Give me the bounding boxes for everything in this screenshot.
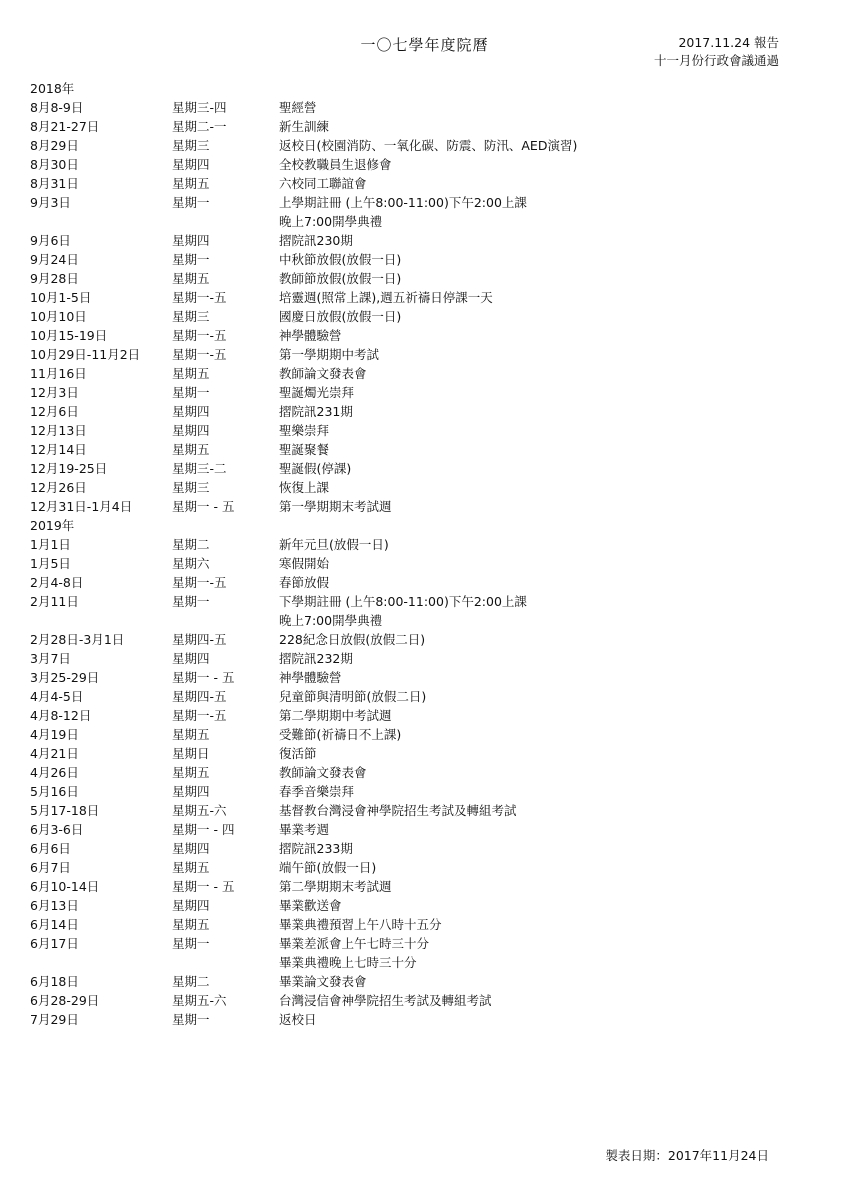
calendar-row <box>30 592 820 611</box>
event-cell: 國慶日放假(放假一日) <box>279 309 402 324</box>
date-cell: 4月21日 <box>30 746 79 761</box>
weekday-cell: 星期一-五 <box>172 290 227 305</box>
date-cell: 2月28日-3月1日 <box>30 632 125 647</box>
event-cell: 新年元旦(放假一日) <box>279 537 389 552</box>
event-cell: 端午節(放假一日) <box>279 860 377 875</box>
calendar-row <box>30 364 820 383</box>
date-cell: 1月5日 <box>30 556 71 571</box>
event-cell: 教師論文發表會 <box>279 765 367 780</box>
event-cell: 摺院訊230期 <box>279 233 353 248</box>
event-cell: 春節放假 <box>279 575 330 590</box>
weekday-cell: 星期一 - 五 <box>172 879 235 894</box>
date-cell: 7月29日 <box>30 1012 79 1027</box>
date-cell: 10月15-19日 <box>30 328 108 343</box>
date-cell: 9月6日 <box>30 233 71 248</box>
date-cell: 4月8-12日 <box>30 708 92 723</box>
date-cell: 6月28-29日 <box>30 993 100 1008</box>
event-cell: 畢業考週 <box>279 822 330 837</box>
event-cell: 返校日 <box>279 1012 317 1027</box>
calendar-row <box>30 554 820 573</box>
event-cell: 上學期註冊 (上午8:00-11:00)下午2:00上課 <box>279 195 527 210</box>
date-cell: 9月24日 <box>30 252 79 267</box>
weekday-cell: 星期一 <box>172 252 210 267</box>
calendar-row <box>30 649 820 668</box>
weekday-cell: 星期二 <box>172 974 210 989</box>
date-cell: 10月29日-11月2日 <box>30 347 141 362</box>
date-cell: 6月10-14日 <box>30 879 100 894</box>
date-cell: 6月14日 <box>30 917 79 932</box>
date-cell: 6月17日 <box>30 936 79 951</box>
made-date: 製表日期：2017年11月24日 <box>605 1148 769 1163</box>
date-cell: 8月21-27日 <box>30 119 100 134</box>
calendar-row <box>30 212 820 231</box>
weekday-cell: 星期六 <box>172 556 210 571</box>
date-cell: 12月26日 <box>30 480 87 495</box>
weekday-cell: 星期四 <box>172 157 210 172</box>
weekday-cell: 星期三 <box>172 480 210 495</box>
weekday-cell: 星期五 <box>172 442 210 457</box>
calendar-row <box>30 972 820 991</box>
weekday-cell: 星期四 <box>172 784 210 799</box>
event-cell: 聖誕聚餐 <box>279 442 330 457</box>
calendar-row <box>30 459 820 478</box>
weekday-cell: 星期五 <box>172 727 210 742</box>
calendar-row <box>30 801 820 820</box>
calendar-row <box>30 744 820 763</box>
weekday-cell: 星期五 <box>172 366 210 381</box>
date-cell: 12月3日 <box>30 385 79 400</box>
calendar-row <box>30 687 820 706</box>
weekday-cell: 星期五-六 <box>172 803 227 818</box>
year-label: 2018年 <box>30 81 75 96</box>
event-cell: 聖經營 <box>279 100 317 115</box>
weekday-cell: 星期五 <box>172 765 210 780</box>
date-cell: 12月6日 <box>30 404 79 419</box>
calendar-row <box>30 478 820 497</box>
calendar-row <box>30 573 820 592</box>
weekday-cell: 星期一-五 <box>172 575 227 590</box>
date-cell: 8月31日 <box>30 176 79 191</box>
event-cell: 晚上7:00開學典禮 <box>279 613 383 628</box>
date-cell: 6月7日 <box>30 860 71 875</box>
date-cell: 9月28日 <box>30 271 79 286</box>
calendar-row <box>30 383 820 402</box>
calendar-row <box>30 117 820 136</box>
event-cell: 基督教台灣浸會神學院招生考試及轉組考試 <box>279 803 517 818</box>
weekday-cell: 星期一 - 四 <box>172 822 235 837</box>
weekday-cell: 星期一 <box>172 1012 210 1027</box>
event-cell: 培靈週(照常上課),週五祈禱日停課一天 <box>279 290 493 305</box>
date-cell: 9月3日 <box>30 195 71 210</box>
date-cell: 6月6日 <box>30 841 71 856</box>
event-cell: 228紀念日放假(放假二日) <box>279 632 426 647</box>
date-cell: 12月13日 <box>30 423 87 438</box>
calendar-row <box>30 421 820 440</box>
calendar-row <box>30 307 820 326</box>
calendar-row <box>30 725 820 744</box>
weekday-cell: 星期一 <box>172 936 210 951</box>
event-cell: 春季音樂崇拜 <box>279 784 355 799</box>
event-cell: 教師論文發表會 <box>279 366 367 381</box>
date-cell: 2月4-8日 <box>30 575 84 590</box>
weekday-cell: 星期四 <box>172 423 210 438</box>
weekday-cell: 星期三-二 <box>172 461 227 476</box>
event-cell: 畢業論文發表會 <box>279 974 367 989</box>
weekday-cell: 星期一 <box>172 195 210 210</box>
weekday-cell: 星期五 <box>172 917 210 932</box>
calendar-row <box>30 763 820 782</box>
event-cell: 返校日(校園消防、一氧化碳、防震、防汛、AED演習) <box>279 138 578 153</box>
calendar-row <box>30 896 820 915</box>
date-cell: 2月11日 <box>30 594 79 609</box>
year-label: 2019年 <box>30 518 75 533</box>
calendar-row <box>30 611 820 630</box>
event-cell: 復活節 <box>279 746 317 761</box>
weekday-cell: 星期二 <box>172 537 210 552</box>
event-cell: 聖誕假(停課) <box>279 461 352 476</box>
event-cell: 畢業典禮晚上七時三十分 <box>279 955 417 970</box>
date-cell: 11月16日 <box>30 366 87 381</box>
event-cell: 教師節放假(放假一日) <box>279 271 402 286</box>
weekday-cell: 星期五 <box>172 271 210 286</box>
weekday-cell: 星期一 - 五 <box>172 670 235 685</box>
date-cell: 6月13日 <box>30 898 79 913</box>
weekday-cell: 星期五 <box>172 860 210 875</box>
event-cell: 摺院訊231期 <box>279 404 353 419</box>
weekday-cell: 星期一-五 <box>172 708 227 723</box>
event-cell: 摺院訊233期 <box>279 841 353 856</box>
year-heading <box>30 79 820 98</box>
date-cell: 8月8-9日 <box>30 100 84 115</box>
calendar-row <box>30 231 820 250</box>
calendar-row <box>30 877 820 896</box>
weekday-cell: 星期一 <box>172 385 210 400</box>
calendar-row <box>30 915 820 934</box>
weekday-cell: 星期一-五 <box>172 328 227 343</box>
calendar-row <box>30 345 820 364</box>
date-cell: 3月7日 <box>30 651 71 666</box>
report-date: 2017.11.24 報告 <box>678 35 779 50</box>
calendar-row <box>30 934 820 953</box>
approval-note: 十一月份行政會議通過 <box>653 53 779 68</box>
event-cell: 第一學期期中考試 <box>279 347 380 362</box>
event-cell: 神學體驗營 <box>279 670 342 685</box>
date-cell: 1月1日 <box>30 537 71 552</box>
event-cell: 聖誕燭光崇拜 <box>279 385 355 400</box>
date-cell: 5月16日 <box>30 784 79 799</box>
weekday-cell: 星期四-五 <box>172 689 227 704</box>
calendar-row <box>30 858 820 877</box>
event-cell: 六校同工聯誼會 <box>279 176 367 191</box>
calendar-row <box>30 668 820 687</box>
calendar-row <box>30 497 820 516</box>
weekday-cell: 星期四 <box>172 404 210 419</box>
event-cell: 恢復上課 <box>279 480 330 495</box>
event-cell: 摺院訊232期 <box>279 651 353 666</box>
date-cell: 4月4-5日 <box>30 689 84 704</box>
calendar-row <box>30 250 820 269</box>
calendar-row <box>30 269 820 288</box>
weekday-cell: 星期一-五 <box>172 347 227 362</box>
calendar-row <box>30 193 820 212</box>
weekday-cell: 星期五-六 <box>172 993 227 1008</box>
weekday-cell: 星期一 <box>172 594 210 609</box>
weekday-cell: 星期四 <box>172 233 210 248</box>
date-cell: 4月19日 <box>30 727 79 742</box>
year-heading <box>30 516 820 535</box>
date-cell: 6月18日 <box>30 974 79 989</box>
calendar-row <box>30 136 820 155</box>
date-cell: 12月14日 <box>30 442 87 457</box>
calendar-row <box>30 440 820 459</box>
event-cell: 第二學期期末考試週 <box>279 879 392 894</box>
event-cell: 台灣浸信會神學院招生考試及轉組考試 <box>279 993 492 1008</box>
calendar-row <box>30 174 820 193</box>
event-cell: 第一學期期末考試週 <box>279 499 392 514</box>
calendar-row <box>30 1010 820 1029</box>
calendar-row <box>30 820 820 839</box>
date-cell: 10月10日 <box>30 309 87 324</box>
date-cell: 8月30日 <box>30 157 79 172</box>
event-cell: 晚上7:00開學典禮 <box>279 214 383 229</box>
date-cell: 5月17-18日 <box>30 803 100 818</box>
calendar-row <box>30 535 820 554</box>
date-cell: 8月29日 <box>30 138 79 153</box>
weekday-cell: 星期日 <box>172 746 210 761</box>
weekday-cell: 星期三-四 <box>172 100 227 115</box>
calendar-row <box>30 991 820 1010</box>
event-cell: 神學體驗營 <box>279 328 342 343</box>
event-cell: 畢業典禮預習上午八時十五分 <box>279 917 442 932</box>
event-cell: 畢業歡送會 <box>279 898 342 913</box>
event-cell: 下學期註冊 (上午8:00-11:00)下午2:00上課 <box>279 594 527 609</box>
calendar-row <box>30 953 820 972</box>
weekday-cell: 星期四 <box>172 841 210 856</box>
event-cell: 受難節(祈禱日不上課) <box>279 727 402 742</box>
event-cell: 寒假開始 <box>279 556 330 571</box>
event-cell: 兒童節與清明節(放假二日) <box>279 689 427 704</box>
calendar-row <box>30 402 820 421</box>
calendar-row <box>30 98 820 117</box>
weekday-cell: 星期四 <box>172 651 210 666</box>
event-cell: 第二學期期中考試週 <box>279 708 392 723</box>
date-cell: 12月31日-1月4日 <box>30 499 133 514</box>
date-cell: 6月3-6日 <box>30 822 84 837</box>
calendar-row <box>30 288 820 307</box>
weekday-cell: 星期四-五 <box>172 632 227 647</box>
weekday-cell: 星期三 <box>172 138 210 153</box>
weekday-cell: 星期四 <box>172 898 210 913</box>
calendar-row <box>30 782 820 801</box>
header-meta <box>654 34 779 70</box>
event-cell: 新生訓練 <box>279 119 330 134</box>
date-cell: 12月19-25日 <box>30 461 108 476</box>
weekday-cell: 星期五 <box>172 176 210 191</box>
date-cell: 4月26日 <box>30 765 79 780</box>
calendar-row <box>30 326 820 345</box>
calendar-row <box>30 630 820 649</box>
event-cell: 中秋節放假(放假一日) <box>279 252 402 267</box>
calendar-row <box>30 155 820 174</box>
weekday-cell: 星期一 - 五 <box>172 499 235 514</box>
event-cell: 畢業差派會上午七時三十分 <box>279 936 430 951</box>
calendar-row <box>30 839 820 858</box>
date-cell: 10月1-5日 <box>30 290 92 305</box>
weekday-cell: 星期三 <box>172 309 210 324</box>
event-cell: 全校教職員生退修會 <box>279 157 392 172</box>
event-cell: 聖樂崇拜 <box>279 423 330 438</box>
calendar-list <box>30 79 820 1029</box>
date-cell: 3月25-29日 <box>30 670 100 685</box>
weekday-cell: 星期二-一 <box>172 119 227 134</box>
calendar-row <box>30 706 820 725</box>
page-title: 一〇七學年度院曆 <box>360 36 489 54</box>
